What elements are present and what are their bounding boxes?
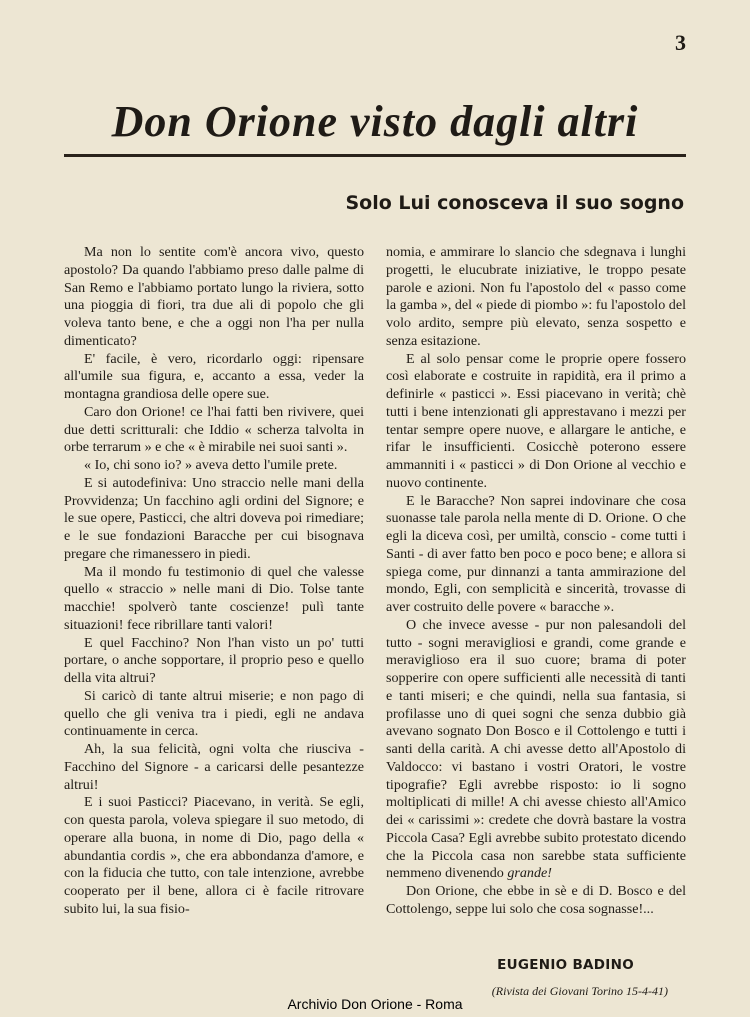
paragraph: Si caricò di tante altrui miserie; e non pago di quello che gli veniva tra i piedi, egli ne andava continuamente in cerca.: [64, 687, 364, 740]
paragraph: [386, 617, 686, 883]
paragraph: Ah, la sua felicità, ogni volta che riusciva - Facchino del Signore - a caricarsi delle pesantezze altrui!: [64, 741, 364, 793]
paragraph: E i suoi Pasticci? Piacevano, in verità. Se egli, con questa parola, voleva spiegare il suo metodo, di operare alla buona, in nome di Dio, pago della « abundantia cordis », che era abbondanza d'amore, e con la fiducia che tutto, con tale intenzione, avrebbe cooperato per il bene, allora ci è facile ritrovare subito lui, la sua fisio-: [64, 794, 364, 917]
source-citation: (Rivista dei Giovani Torino 15-4-41): [491, 984, 668, 998]
paragraph: Ma il mondo fu testimonio di quel che valesse quello « straccio » nelle mani di Dio. Tolse tante macchie! spolverò tante coscienze! pulì tante situazioni! fece ribrillare tanti valori!: [64, 563, 364, 633]
paragraph: Ma non lo sentite com'è ancora vivo, questo apostolo? Da quando l'abbiamo preso dalle palme di San Remo e l'abbiamo portato lungo la riviera, sotto una pioggia di fiori, tra due ali di popolo che gli voleva tanto bene, e che a oggi non l'ha per nulla dimenticato?: [64, 244, 364, 349]
article-subtitle: Solo Lui conosceva il suo sogno: [345, 192, 684, 214]
left-text-column: [64, 244, 364, 919]
paragraph: Don Orione, che ebbe in sè e di D. Bosco e del Cottolengo, seppe lui solo che cosa sognasse!...: [386, 883, 686, 917]
right-text-column: [386, 244, 686, 919]
emphasis-text: grande!: [507, 865, 552, 882]
paragraph-text: O che invece avesse - pur non palesandoli del tutto - sogni meravigliosi e grandi, come grande e meraviglioso era il suo cuore; brama di poter sopperire con opere sufficienti alle necessità di tanti e tanti miseri; e che quindi, nella sua fantasia, si profilasse uno di quei sogni che senza dubbio già avevano sognato Don Bosco e il Cottolengo e tutti i santi della carità. A chi avesse detto all'Apostolo di Valdocco: vi bastano i vostri Oratori, le vostre tipografie? Egli avrebbe risposto: io li sogno moltiplicati di mille! A chi avesse chiesto all'Amico dei « carissimi »: credete che dovrà bastare la vostra Piccola Casa? Egli avrebbe subito protestato dicendo che la Piccola casa non sarebbe stata sufficiente nemmeno divenendo: [386, 616, 686, 882]
page-number: 3: [675, 30, 686, 55]
paragraph: E si autodefiniva: Uno straccio nelle mani della Provvidenza; Un facchino agli ordini del Signore; e le sue opere, Pasticci, che altri doveva poi rimediare; e le sue fondazioni Baracche per cui bisognava pregare che rimanessero in piedi.: [64, 474, 364, 562]
paragraph: E al solo pensar come le proprie opere fossero così elaborate e costruite in rapidità, era il primo a definirle « pasticci ». Essi piacevano in verità; chè tutti i bene intenzionati gli apprestavano i mezzi per tentar sempre opere nuove, e allargare le antiche, e rifar le insufficienti. Cosicchè poterono essere ammanniti i « pasticci » di Don Orione al vecchio e nuovo continente.: [386, 350, 686, 491]
paragraph: Caro don Orione! ce l'hai fatti ben rivivere, quei due detti scritturali: che Iddio « scherza talvolta in orbe terrarum » e che « è mirabile nei suoi santi ».: [64, 403, 364, 456]
paragraph: E le Baracche? Non saprei indovinare che cosa suonasse tale parola nella mente di D. Orione. O che egli la diceva così, per umiltà, conscio - come tutti i Santi - di aver fatto ben poco e poco bene; e allora si spiega come, pur dinnanzi a tanta ammirazione del mondo, Egli, con semplicità e sincerità, trovasse di aver costruito delle povere « baracche ».: [386, 492, 686, 615]
archive-label: Archivio Don Orione - Roma: [287, 996, 463, 1012]
paragraph: nomia, e ammirare lo slancio che sdegnava i lunghi progetti, le elucubrate iniziative, le troppo pesate parole e azioni. Non fu l'apostolo del « passo come la gamba », del « piede di piombo »: fu l'apostolo del volo ardito, sempre più elevato, senza sospetto e senza esitazione.: [386, 244, 687, 349]
paragraph: E quel Facchino? Non l'han visto un po' tutti portare, o anche sopportare, il proprio peso e quello della vita altrui?: [64, 634, 364, 686]
paragraph: E' facile, è vero, ricordarlo oggi: ripensare all'umile sua figura, e, accanto a essa, veder la montagna grandiosa delle opere sue.: [64, 350, 364, 402]
paragraph: « Io, chi sono io? » aveva detto l'umile prete.: [84, 457, 338, 473]
page-title: Don Orione visto dagli altri: [64, 92, 686, 157]
author-signature: EUGENIO BADINO: [497, 957, 634, 973]
